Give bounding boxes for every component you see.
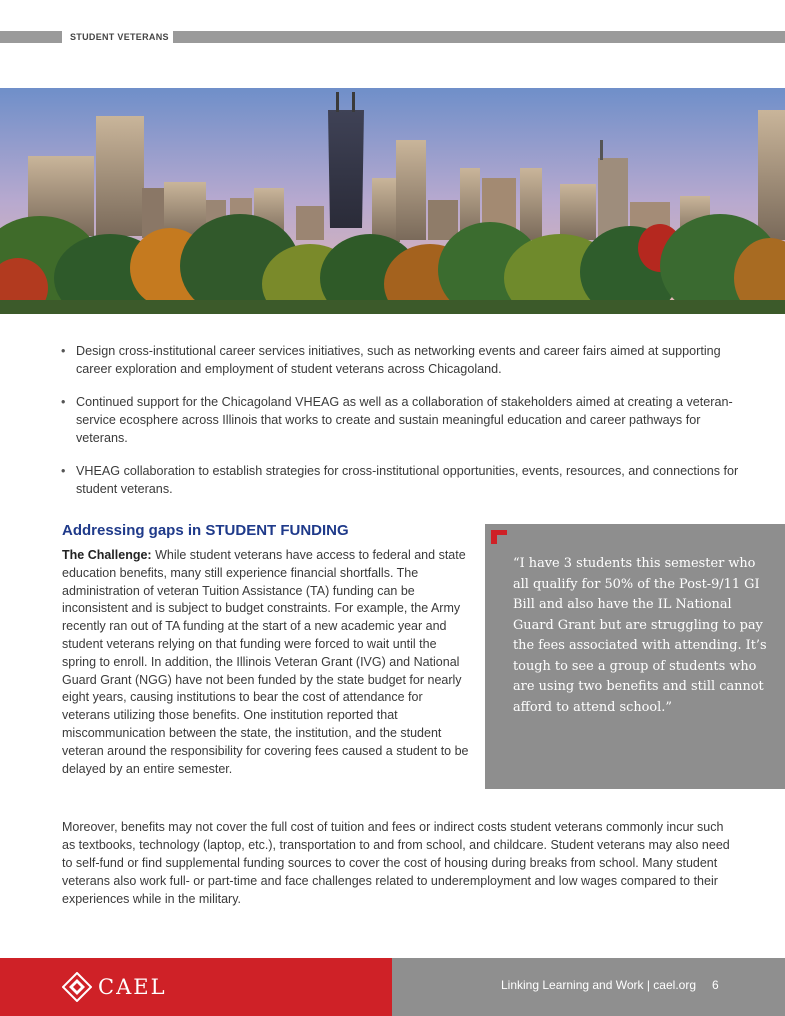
challenge-paragraph: [62, 547, 472, 778]
bullet-item: • Design cross-institutional career services initiatives, such as networking events and career fairs aimed at supporting career exploration and employment of student veterans across Chicagoland.: [60, 342, 740, 378]
hero-skyline-image: [0, 88, 785, 314]
bullet-item: • Continued support for the Chicagoland VHEAG as well as a collaboration of stakeholders aimed at creating a veteran-service ecosphere across Illinois that works to create and sustain meaningful education and career pathways for veterans.: [60, 393, 740, 447]
moreover-paragraph: Moreover, benefits may not cover the full cost of tuition and fees or indirect costs student veterans commonly incur such as textbooks, technology (laptop, etc.), transportation to and from school, and childcare. Student veterans may also need to self-fund or find supplemental funding sources to cover the cost of housing during breaks from school. Many student veterans also work full- or part-time and face challenges related to underemployment and low wages compared to their experiences while in the military.: [62, 820, 730, 906]
bullet-list: [60, 342, 740, 513]
header-bar-left: [0, 31, 62, 43]
challenge-label: The Challenge:: [62, 548, 152, 562]
section-title: Addressing gaps in STUDENT FUNDING: [62, 522, 349, 539]
header-bar-right: [173, 31, 785, 43]
challenge-text: While student veterans have access to federal and state education benefits, many still experience financial shortfalls. The administration of veteran Tuition Assistance (TA) funding can be inconsistent and is subject to budget constraints. For example, the Army recently ran out of TA funding at the start of a new academic year and student veterans relying on that funding were forced to wait until the spring to enroll. In addition, the Illinois Veteran Grant (IVG) and National Guard Grant (NGG) have not been funded by the state budget for nearly eight years, causing institutions to bear the cost of attendance for veterans utilizing those benefits. One institution reported that miscommunication between the state, the institution, and the student veteran around the responsibility for covering fees caused a student to be delayed by an entire semester.: [62, 548, 469, 776]
cael-logo: [62, 970, 167, 1004]
bullet-item: • VHEAG collaboration to establish strategies for cross-institutional opportunities, events, resources, and connections for student veterans.: [60, 462, 740, 498]
section-label: STUDENT VETERANS: [70, 32, 169, 42]
pull-quote-box: [485, 524, 785, 789]
diamond-logo-icon: [62, 972, 92, 1002]
footer-tagline: Linking Learning and Work | cael.org: [500, 978, 696, 992]
header-bar: [0, 31, 785, 43]
page-number: 6: [712, 978, 719, 992]
quote-corner-icon: [491, 530, 507, 544]
pull-quote-text: “I have 3 students this semester who all qualify for 50% of the Post-9/11 GI Bill and also have the IL National Guard Grant but are struggling to pay the fees associated with attending. It’s tough to see a group of students who are using two benefits and still cannot afford to attend school.”: [513, 556, 767, 715]
footer: [0, 958, 785, 1016]
skyline-illustration: [0, 88, 785, 314]
footer-red-panel: [0, 958, 392, 1016]
logo-text: CAEL: [98, 975, 167, 999]
